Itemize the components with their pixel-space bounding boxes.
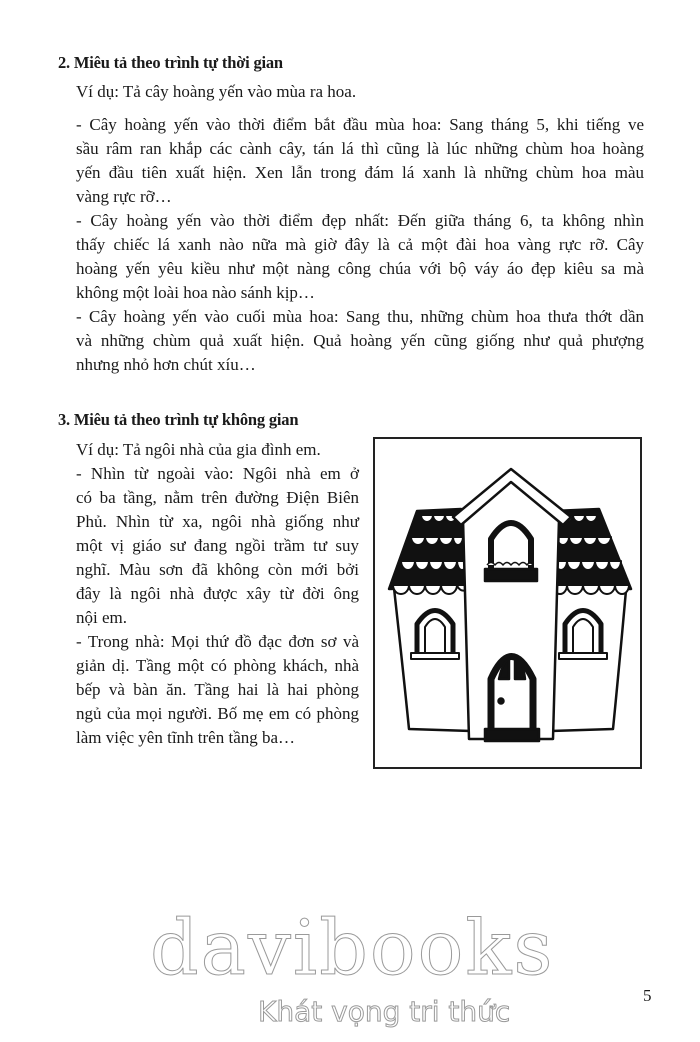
text-line: vàng rực rỡ… bbox=[76, 187, 172, 206]
text-line: - Cây hoàng yến vào cuối mùa hoa: Sang thu, những chùm hoa thưa thớt dần bbox=[76, 307, 644, 326]
text-line: - Nhìn từ ngoài vào: Ngôi nhà em ở bbox=[76, 464, 359, 483]
watermark-tagline: Khát vọng tri thức bbox=[258, 995, 511, 1028]
example-line: Ví dụ: Tả ngôi nhà của gia đình em. bbox=[76, 440, 321, 459]
house-illustration bbox=[373, 437, 642, 769]
text-line: sầu râm ran khắp các cành cây, tán lá thì cũng là lúc những chùm hoa hoàng bbox=[76, 139, 644, 158]
text-line: có ba tầng, nằm trên đường Điện Biên bbox=[76, 488, 359, 507]
paragraph-end-of-season bbox=[76, 305, 644, 377]
paragraph-inside-view bbox=[76, 630, 359, 750]
section-heading-time-order: 2. Miêu tả theo trình tự thời gian bbox=[58, 53, 283, 72]
text-line: bếp và bàn ăn. Tầng hai là hai phòng bbox=[76, 680, 359, 699]
paragraph-start-of-season bbox=[76, 113, 644, 209]
text-line: - Trong nhà: Mọi thứ đồ đạc đơn sơ và bbox=[76, 632, 359, 651]
house-drawing-icon bbox=[375, 439, 640, 767]
text-line: - Cây hoàng yến vào thời điểm bắt đầu mùa hoa: Sang tháng 5, khi tiếng ve bbox=[76, 115, 644, 134]
text-line: - Cây hoàng yến vào thời điểm đẹp nhất: Đến giữa tháng 6, ta không nhìn bbox=[76, 211, 644, 230]
text-line: làm việc yên tĩnh trên tầng ba… bbox=[76, 728, 296, 747]
text-line: nội em. bbox=[76, 608, 127, 627]
text-line: không một loài hoa nào sánh kịp… bbox=[76, 283, 315, 302]
text-line: hoàng yến yêu kiều như một nàng công chúa với bộ váy áo đẹp kiêu sa mà bbox=[76, 259, 644, 278]
paragraph-outside-view bbox=[76, 462, 359, 630]
section-heading-space-order: 3. Miêu tả theo trình tự không gian bbox=[58, 410, 299, 429]
text-line: đây là ngôi nhà được xây từ đời ông bbox=[76, 584, 359, 603]
text-line: một vị giáo sư đang ngồi trầm tư suy bbox=[76, 536, 359, 555]
page-number: 5 bbox=[643, 986, 652, 1005]
text-line: yến đầu tiên xuất hiện. Xen lẫn trong đám lá xanh là những chùm hoa màu bbox=[76, 163, 644, 182]
text-line: và những chùm quả xuất hiện. Quả hoàng yến cũng giống như quả phượng bbox=[76, 331, 644, 350]
text-line: Phủ. Nhìn từ xa, ngôi nhà giống như bbox=[76, 512, 359, 531]
text-line: ngủ của mọi người. Bố mẹ em có phòng bbox=[76, 704, 359, 723]
text-line: nghĩ. Màu sơn đã không còn mới bởi bbox=[76, 560, 359, 579]
text-line: thấy chiếc lá xanh nào nữa mà giờ đây là cả một đài hoa vàng rực rỡ. Cây bbox=[76, 235, 644, 254]
text-line: giản dị. Tầng một có phòng khách, nhà bbox=[76, 656, 359, 675]
paragraph-peak-bloom bbox=[76, 209, 644, 305]
example-line: Ví dụ: Tả cây hoàng yến vào mùa ra hoa. bbox=[76, 82, 357, 101]
watermark-brand: davibooks bbox=[150, 903, 555, 992]
text-line: nhưng nhỏ hơn chút xíu… bbox=[76, 355, 256, 374]
